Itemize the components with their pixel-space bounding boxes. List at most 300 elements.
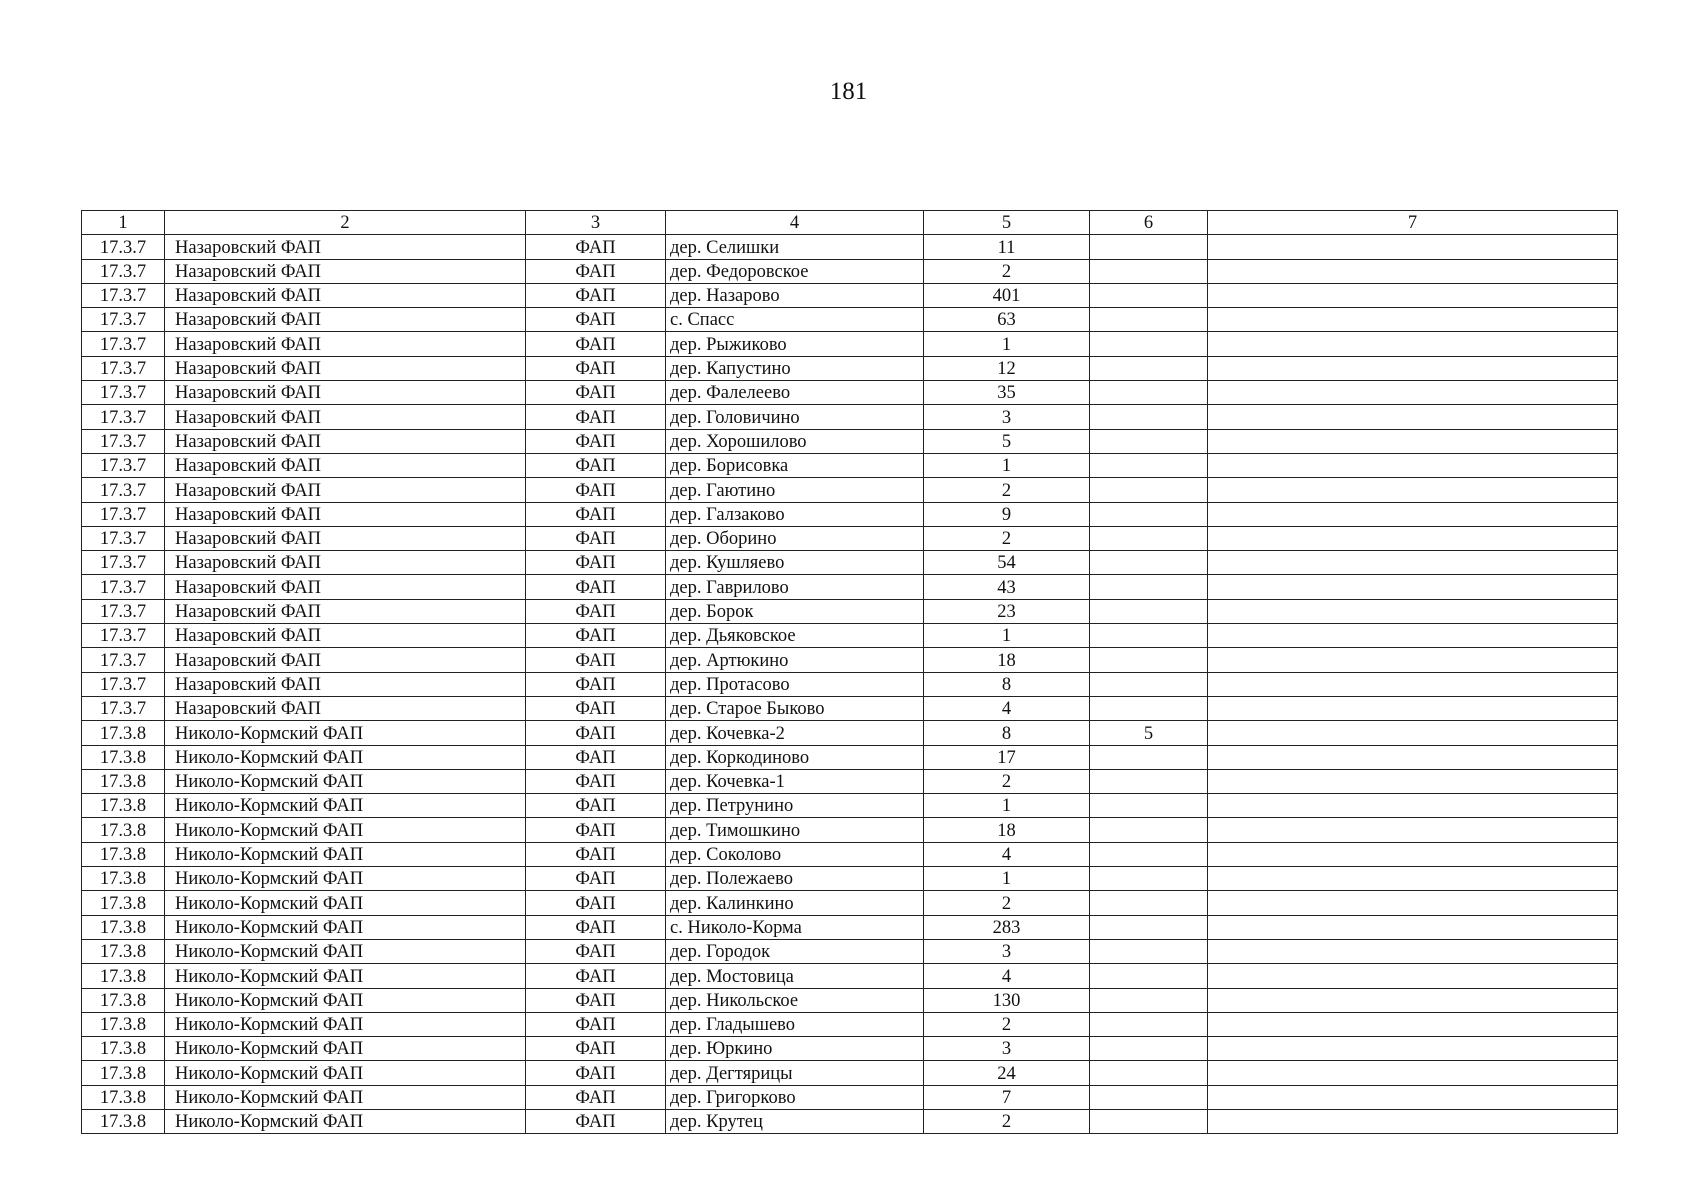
- table-row: [82, 769, 1618, 793]
- table-row: [82, 235, 1618, 259]
- cell-value-6: [1090, 356, 1208, 380]
- cell-facility-name: Николо-Кормский ФАП: [165, 1061, 526, 1085]
- table-row: [82, 1037, 1618, 1061]
- table-row: [82, 308, 1618, 332]
- cell-facility-type: ФАП: [526, 1085, 666, 1109]
- cell-population: 2: [924, 259, 1090, 283]
- cell-facility-name: Назаровский ФАП: [165, 381, 526, 405]
- cell-value-7: [1208, 672, 1618, 696]
- cell-population: 18: [924, 818, 1090, 842]
- cell-facility-name: Николо-Кормский ФАП: [165, 769, 526, 793]
- cell-value-6: [1090, 818, 1208, 842]
- cell-settlement: дер. Капустино: [666, 356, 924, 380]
- cell-code: 17.3.7: [82, 308, 165, 332]
- cell-code: 17.3.8: [82, 867, 165, 891]
- cell-code: 17.3.7: [82, 575, 165, 599]
- cell-facility-type: ФАП: [526, 526, 666, 550]
- cell-value-6: [1090, 842, 1208, 866]
- cell-facility-type: ФАП: [526, 599, 666, 623]
- table-row: [82, 939, 1618, 963]
- cell-settlement: дер. Гаврилово: [666, 575, 924, 599]
- cell-facility-type: ФАП: [526, 988, 666, 1012]
- table-row: [82, 502, 1618, 526]
- cell-value-6: [1090, 696, 1208, 720]
- cell-code: 17.3.7: [82, 356, 165, 380]
- cell-population: 2: [924, 891, 1090, 915]
- table-row: [82, 964, 1618, 988]
- cell-facility-name: Назаровский ФАП: [165, 405, 526, 429]
- cell-settlement: дер. Назарово: [666, 283, 924, 307]
- cell-value-7: [1208, 599, 1618, 623]
- cell-value-7: [1208, 1037, 1618, 1061]
- cell-value-7: [1208, 867, 1618, 891]
- cell-facility-name: Николо-Кормский ФАП: [165, 1085, 526, 1109]
- cell-facility-type: ФАП: [526, 624, 666, 648]
- cell-settlement: дер. Полежаево: [666, 867, 924, 891]
- cell-value-6: [1090, 1061, 1208, 1085]
- cell-facility-name: Николо-Кормский ФАП: [165, 842, 526, 866]
- cell-value-6: [1090, 769, 1208, 793]
- cell-population: 1: [924, 332, 1090, 356]
- cell-population: 4: [924, 964, 1090, 988]
- cell-code: 17.3.7: [82, 259, 165, 283]
- cell-value-7: [1208, 939, 1618, 963]
- cell-facility-type: ФАП: [526, 648, 666, 672]
- cell-value-7: [1208, 575, 1618, 599]
- cell-population: 9: [924, 502, 1090, 526]
- cell-population: 17: [924, 745, 1090, 769]
- cell-facility-name: Назаровский ФАП: [165, 259, 526, 283]
- cell-value-6: [1090, 867, 1208, 891]
- cell-population: 2: [924, 1012, 1090, 1036]
- cell-code: 17.3.8: [82, 1085, 165, 1109]
- cell-facility-type: ФАП: [526, 915, 666, 939]
- cell-value-6: [1090, 988, 1208, 1012]
- cell-value-7: [1208, 502, 1618, 526]
- table-row: [82, 429, 1618, 453]
- cell-facility-type: ФАП: [526, 769, 666, 793]
- table-row: [82, 672, 1618, 696]
- cell-settlement: дер. Фалелеево: [666, 381, 924, 405]
- cell-facility-type: ФАП: [526, 794, 666, 818]
- cell-facility-type: ФАП: [526, 745, 666, 769]
- table-row: [82, 332, 1618, 356]
- table-row: [82, 381, 1618, 405]
- cell-facility-type: ФАП: [526, 891, 666, 915]
- table-row: [82, 283, 1618, 307]
- cell-facility-name: Назаровский ФАП: [165, 696, 526, 720]
- cell-facility-name: Николо-Кормский ФАП: [165, 1037, 526, 1061]
- cell-value-7: [1208, 842, 1618, 866]
- cell-population: 8: [924, 721, 1090, 745]
- cell-settlement: дер. Кочевка-1: [666, 769, 924, 793]
- cell-value-6: [1090, 283, 1208, 307]
- table-row: [82, 696, 1618, 720]
- cell-facility-name: Назаровский ФАП: [165, 356, 526, 380]
- cell-settlement: дер. Калинкино: [666, 891, 924, 915]
- cell-value-7: [1208, 1012, 1618, 1036]
- page-number: 181: [829, 78, 868, 105]
- cell-population: 130: [924, 988, 1090, 1012]
- cell-population: 3: [924, 405, 1090, 429]
- cell-facility-type: ФАП: [526, 381, 666, 405]
- cell-value-6: [1090, 259, 1208, 283]
- cell-facility-type: ФАП: [526, 1061, 666, 1085]
- cell-code: 17.3.7: [82, 235, 165, 259]
- cell-code: 17.3.8: [82, 939, 165, 963]
- cell-facility-type: ФАП: [526, 259, 666, 283]
- cell-population: 12: [924, 356, 1090, 380]
- cell-facility-type: ФАП: [526, 356, 666, 380]
- cell-facility-name: Назаровский ФАП: [165, 551, 526, 575]
- cell-population: 23: [924, 599, 1090, 623]
- cell-facility-name: Назаровский ФАП: [165, 648, 526, 672]
- table-row: [82, 745, 1618, 769]
- cell-code: 17.3.8: [82, 891, 165, 915]
- cell-value-7: [1208, 405, 1618, 429]
- column-number-row: [82, 211, 1618, 235]
- cell-population: 35: [924, 381, 1090, 405]
- column-number-6: 6: [1090, 211, 1208, 235]
- cell-value-6: [1090, 502, 1208, 526]
- cell-code: 17.3.7: [82, 453, 165, 477]
- cell-settlement: дер. Крутец: [666, 1109, 924, 1133]
- cell-population: 2: [924, 769, 1090, 793]
- table-row: [82, 453, 1618, 477]
- cell-value-7: [1208, 478, 1618, 502]
- cell-facility-name: Назаровский ФАП: [165, 453, 526, 477]
- table-row: [82, 818, 1618, 842]
- cell-value-7: [1208, 381, 1618, 405]
- table-row: [82, 259, 1618, 283]
- cell-population: 3: [924, 939, 1090, 963]
- cell-facility-type: ФАП: [526, 867, 666, 891]
- cell-settlement: дер. Кочевка-2: [666, 721, 924, 745]
- cell-facility-name: Николо-Кормский ФАП: [165, 1012, 526, 1036]
- cell-population: 3: [924, 1037, 1090, 1061]
- cell-facility-type: ФАП: [526, 575, 666, 599]
- cell-value-6: [1090, 939, 1208, 963]
- cell-code: 17.3.8: [82, 1061, 165, 1085]
- table-row: [82, 891, 1618, 915]
- cell-code: 17.3.8: [82, 745, 165, 769]
- column-number-4: 4: [666, 211, 924, 235]
- cell-value-6: [1090, 429, 1208, 453]
- settlements-table: [81, 210, 1618, 1134]
- cell-population: 54: [924, 551, 1090, 575]
- cell-facility-type: ФАП: [526, 1109, 666, 1133]
- cell-settlement: дер. Юркино: [666, 1037, 924, 1061]
- cell-value-6: [1090, 381, 1208, 405]
- table-body: [82, 211, 1618, 1134]
- cell-population: 4: [924, 842, 1090, 866]
- cell-population: 7: [924, 1085, 1090, 1109]
- cell-value-7: [1208, 988, 1618, 1012]
- cell-facility-type: ФАП: [526, 818, 666, 842]
- cell-facility-name: Николо-Кормский ФАП: [165, 794, 526, 818]
- cell-facility-name: Николо-Кормский ФАП: [165, 818, 526, 842]
- cell-value-7: [1208, 1061, 1618, 1085]
- cell-code: 17.3.8: [82, 842, 165, 866]
- cell-value-6: [1090, 624, 1208, 648]
- cell-code: 17.3.7: [82, 551, 165, 575]
- cell-facility-name: Назаровский ФАП: [165, 332, 526, 356]
- table-row: [82, 624, 1618, 648]
- cell-value-7: [1208, 429, 1618, 453]
- table-row: [82, 1061, 1618, 1085]
- cell-settlement: дер. Головичино: [666, 405, 924, 429]
- cell-code: 17.3.7: [82, 381, 165, 405]
- cell-value-7: [1208, 648, 1618, 672]
- cell-code: 17.3.7: [82, 332, 165, 356]
- cell-population: 2: [924, 478, 1090, 502]
- cell-facility-type: ФАП: [526, 235, 666, 259]
- cell-facility-name: Назаровский ФАП: [165, 599, 526, 623]
- cell-value-6: [1090, 1037, 1208, 1061]
- cell-code: 17.3.8: [82, 1109, 165, 1133]
- cell-value-6: [1090, 672, 1208, 696]
- cell-facility-name: Николо-Кормский ФАП: [165, 721, 526, 745]
- cell-facility-name: Назаровский ФАП: [165, 308, 526, 332]
- table-row: [82, 356, 1618, 380]
- table-row: [82, 1085, 1618, 1109]
- cell-settlement: дер. Никольское: [666, 988, 924, 1012]
- cell-value-7: [1208, 721, 1618, 745]
- cell-population: 63: [924, 308, 1090, 332]
- cell-value-6: [1090, 964, 1208, 988]
- cell-settlement: дер. Дьяковское: [666, 624, 924, 648]
- cell-population: 8: [924, 672, 1090, 696]
- cell-facility-name: Назаровский ФАП: [165, 283, 526, 307]
- cell-settlement: дер. Григорково: [666, 1085, 924, 1109]
- cell-facility-type: ФАП: [526, 429, 666, 453]
- cell-population: 11: [924, 235, 1090, 259]
- cell-facility-name: Николо-Кормский ФАП: [165, 745, 526, 769]
- cell-code: 17.3.7: [82, 648, 165, 672]
- cell-code: 17.3.7: [82, 599, 165, 623]
- cell-value-7: [1208, 964, 1618, 988]
- cell-facility-name: Назаровский ФАП: [165, 429, 526, 453]
- cell-facility-name: Назаровский ФАП: [165, 502, 526, 526]
- cell-value-7: [1208, 551, 1618, 575]
- cell-settlement: дер. Тимошкино: [666, 818, 924, 842]
- cell-value-6: [1090, 1085, 1208, 1109]
- table-row: [82, 478, 1618, 502]
- cell-settlement: дер. Борок: [666, 599, 924, 623]
- table-row: [82, 842, 1618, 866]
- cell-settlement: дер. Городок: [666, 939, 924, 963]
- cell-value-7: [1208, 526, 1618, 550]
- cell-code: 17.3.7: [82, 283, 165, 307]
- cell-value-7: [1208, 1109, 1618, 1133]
- table-row: [82, 1109, 1618, 1133]
- cell-value-6: [1090, 794, 1208, 818]
- cell-value-7: [1208, 356, 1618, 380]
- cell-population: 1: [924, 794, 1090, 818]
- cell-code: 17.3.8: [82, 988, 165, 1012]
- cell-value-7: [1208, 769, 1618, 793]
- cell-value-7: [1208, 235, 1618, 259]
- cell-code: 17.3.7: [82, 429, 165, 453]
- cell-code: 17.3.8: [82, 818, 165, 842]
- cell-code: 17.3.8: [82, 794, 165, 818]
- cell-value-6: [1090, 453, 1208, 477]
- cell-value-6: [1090, 648, 1208, 672]
- cell-population: 24: [924, 1061, 1090, 1085]
- cell-code: 17.3.7: [82, 502, 165, 526]
- cell-value-7: [1208, 1085, 1618, 1109]
- cell-settlement: с. Николо-Корма: [666, 915, 924, 939]
- cell-facility-name: Николо-Кормский ФАП: [165, 867, 526, 891]
- cell-value-7: [1208, 794, 1618, 818]
- cell-settlement: с. Спасс: [666, 308, 924, 332]
- table-row: [82, 915, 1618, 939]
- cell-settlement: дер. Артюкино: [666, 648, 924, 672]
- cell-population: 283: [924, 915, 1090, 939]
- cell-settlement: дер. Дегтярицы: [666, 1061, 924, 1085]
- cell-value-7: [1208, 332, 1618, 356]
- cell-value-7: [1208, 745, 1618, 769]
- table-row: [82, 551, 1618, 575]
- cell-settlement: дер. Соколово: [666, 842, 924, 866]
- cell-facility-type: ФАП: [526, 1037, 666, 1061]
- cell-population: 2: [924, 1109, 1090, 1133]
- cell-value-6: [1090, 915, 1208, 939]
- cell-facility-name: Назаровский ФАП: [165, 235, 526, 259]
- cell-population: 1: [924, 624, 1090, 648]
- cell-settlement: дер. Кушляево: [666, 551, 924, 575]
- table-row: [82, 648, 1618, 672]
- cell-value-6: [1090, 1012, 1208, 1036]
- cell-population: 2: [924, 526, 1090, 550]
- cell-settlement: дер. Селишки: [666, 235, 924, 259]
- cell-settlement: дер. Мостовица: [666, 964, 924, 988]
- cell-value-6: [1090, 235, 1208, 259]
- cell-population: 43: [924, 575, 1090, 599]
- cell-facility-type: ФАП: [526, 308, 666, 332]
- cell-facility-type: ФАП: [526, 696, 666, 720]
- cell-code: 17.3.8: [82, 769, 165, 793]
- cell-value-6: [1090, 308, 1208, 332]
- cell-facility-name: Николо-Кормский ФАП: [165, 988, 526, 1012]
- cell-value-7: [1208, 624, 1618, 648]
- cell-settlement: дер. Федоровское: [666, 259, 924, 283]
- cell-value-6: [1090, 599, 1208, 623]
- column-number-3: 3: [526, 211, 666, 235]
- column-number-5: 5: [924, 211, 1090, 235]
- cell-code: 17.3.8: [82, 915, 165, 939]
- cell-facility-type: ФАП: [526, 478, 666, 502]
- cell-facility-name: Николо-Кормский ФАП: [165, 891, 526, 915]
- cell-facility-name: Назаровский ФАП: [165, 624, 526, 648]
- cell-facility-type: ФАП: [526, 672, 666, 696]
- table-row: [82, 1012, 1618, 1036]
- cell-facility-name: Николо-Кормский ФАП: [165, 964, 526, 988]
- cell-facility-type: ФАП: [526, 939, 666, 963]
- cell-facility-type: ФАП: [526, 551, 666, 575]
- table-row: [82, 867, 1618, 891]
- cell-settlement: дер. Гаютино: [666, 478, 924, 502]
- cell-value-6: [1090, 332, 1208, 356]
- cell-value-7: [1208, 891, 1618, 915]
- cell-value-6: 5: [1090, 721, 1208, 745]
- cell-settlement: дер. Галзаково: [666, 502, 924, 526]
- table-row: [82, 794, 1618, 818]
- cell-facility-name: Николо-Кормский ФАП: [165, 939, 526, 963]
- cell-code: 17.3.7: [82, 478, 165, 502]
- cell-value-7: [1208, 259, 1618, 283]
- table-row: [82, 526, 1618, 550]
- cell-value-6: [1090, 478, 1208, 502]
- cell-settlement: дер. Рыжиково: [666, 332, 924, 356]
- cell-settlement: дер. Протасово: [666, 672, 924, 696]
- cell-value-6: [1090, 526, 1208, 550]
- cell-value-6: [1090, 575, 1208, 599]
- cell-facility-type: ФАП: [526, 453, 666, 477]
- cell-code: 17.3.8: [82, 1037, 165, 1061]
- table-row: [82, 405, 1618, 429]
- table-row: [82, 721, 1618, 745]
- column-number-2: 2: [165, 211, 526, 235]
- cell-population: 4: [924, 696, 1090, 720]
- cell-settlement: дер. Хорошилово: [666, 429, 924, 453]
- cell-code: 17.3.8: [82, 1012, 165, 1036]
- cell-facility-name: Николо-Кормский ФАП: [165, 1109, 526, 1133]
- table-row: [82, 988, 1618, 1012]
- cell-facility-type: ФАП: [526, 283, 666, 307]
- cell-facility-name: Назаровский ФАП: [165, 672, 526, 696]
- cell-value-7: [1208, 453, 1618, 477]
- cell-facility-type: ФАП: [526, 502, 666, 526]
- cell-value-6: [1090, 405, 1208, 429]
- cell-value-7: [1208, 915, 1618, 939]
- cell-value-7: [1208, 283, 1618, 307]
- cell-code: 17.3.7: [82, 672, 165, 696]
- cell-settlement: дер. Гладышево: [666, 1012, 924, 1036]
- cell-facility-name: Назаровский ФАП: [165, 575, 526, 599]
- cell-value-7: [1208, 308, 1618, 332]
- cell-population: 5: [924, 429, 1090, 453]
- cell-value-6: [1090, 551, 1208, 575]
- cell-facility-type: ФАП: [526, 842, 666, 866]
- column-number-7: 7: [1208, 211, 1618, 235]
- cell-settlement: дер. Старое Быково: [666, 696, 924, 720]
- cell-population: 401: [924, 283, 1090, 307]
- cell-population: 1: [924, 453, 1090, 477]
- cell-code: 17.3.8: [82, 721, 165, 745]
- cell-facility-name: Назаровский ФАП: [165, 526, 526, 550]
- cell-facility-name: Назаровский ФАП: [165, 478, 526, 502]
- column-number-1: 1: [82, 211, 165, 235]
- cell-code: 17.3.7: [82, 624, 165, 648]
- cell-settlement: дер. Борисовка: [666, 453, 924, 477]
- cell-facility-type: ФАП: [526, 332, 666, 356]
- cell-facility-type: ФАП: [526, 405, 666, 429]
- cell-code: 17.3.7: [82, 405, 165, 429]
- cell-facility-type: ФАП: [526, 964, 666, 988]
- cell-population: 18: [924, 648, 1090, 672]
- cell-facility-type: ФАП: [526, 1012, 666, 1036]
- cell-settlement: дер. Коркодиново: [666, 745, 924, 769]
- cell-settlement: дер. Оборино: [666, 526, 924, 550]
- cell-settlement: дер. Петрунино: [666, 794, 924, 818]
- cell-code: 17.3.7: [82, 696, 165, 720]
- cell-code: 17.3.7: [82, 526, 165, 550]
- cell-value-7: [1208, 818, 1618, 842]
- cell-code: 17.3.8: [82, 964, 165, 988]
- table-row: [82, 575, 1618, 599]
- cell-facility-name: Николо-Кормский ФАП: [165, 915, 526, 939]
